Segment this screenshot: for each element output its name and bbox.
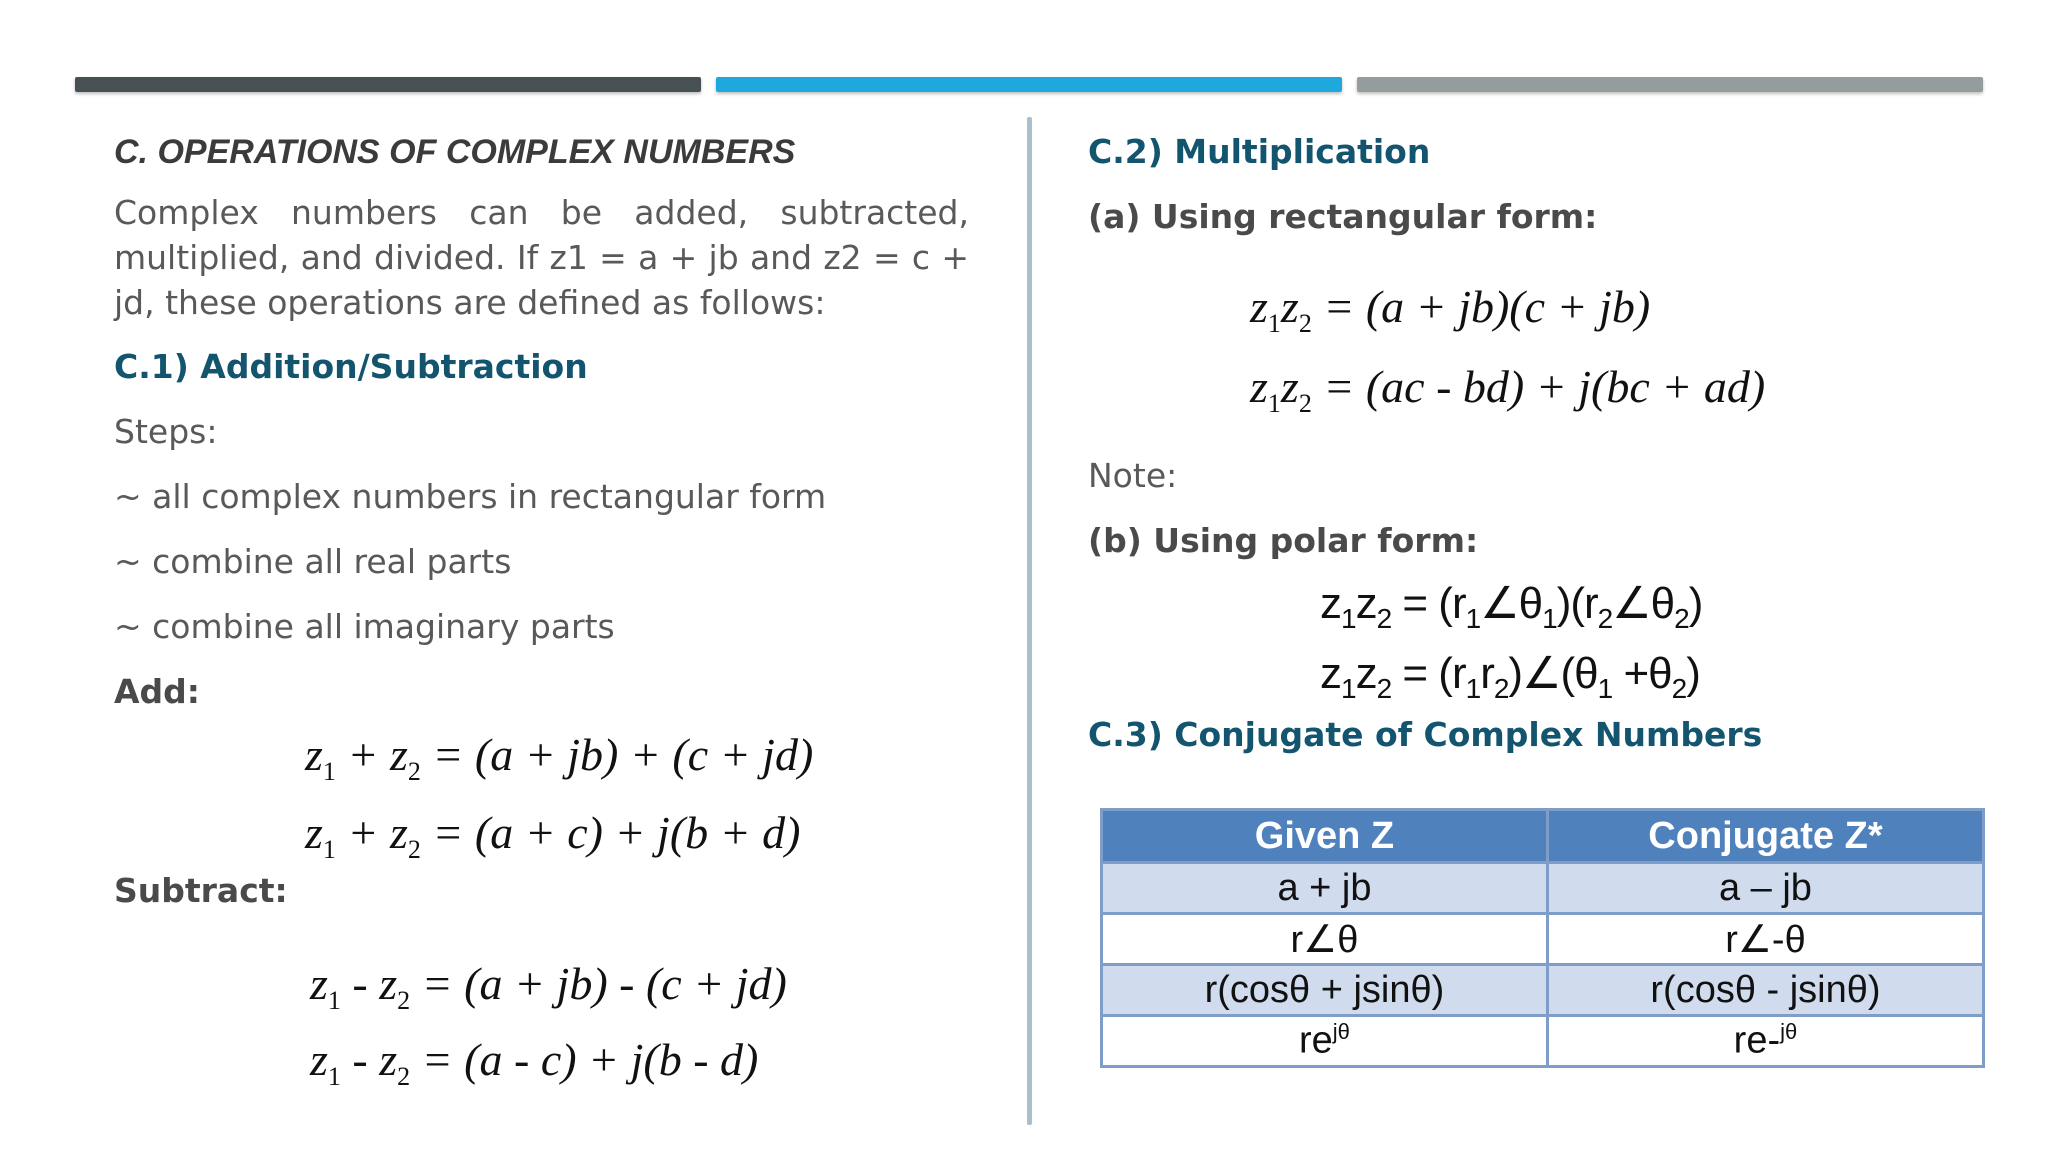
steps-label: Steps: (114, 412, 218, 451)
step-item: ~ all complex numbers in rectangular form (114, 477, 827, 516)
column-divider (1027, 117, 1032, 1125)
table-row (1102, 863, 1984, 914)
exp-power: jθ (1780, 1019, 1798, 1045)
rect-form-label: (a) Using rectangular form: (1088, 197, 1598, 236)
table-cell: r(cosθ - jsinθ) (1547, 965, 1983, 1016)
note-label: Note: (1088, 456, 1178, 495)
table-header-row (1102, 810, 1984, 863)
sub-equation-2: $z_1 - z_2 = (a - c) + j(b - d)$ (310, 1034, 759, 1092)
header-bar-gray (1357, 77, 1983, 92)
add-equation-2-rhs: = (a + c) + j(b + d) (432, 807, 801, 858)
table-header-given: Given Z (1102, 810, 1548, 863)
table-cell: r∠θ (1102, 914, 1548, 965)
polar-form-label: (b) Using polar form: (1088, 521, 1479, 560)
table-header-conjugate: Conjugate Z* (1547, 810, 1983, 863)
exp-base: re- (1733, 1019, 1781, 1062)
table-row (1102, 965, 1984, 1016)
left-column (114, 130, 969, 714)
add-equation-1: $z_1 + z_2 = (a + jb) + (c + jd)$ (305, 729, 814, 787)
table-cell (1547, 1016, 1983, 1067)
add-label: Add: (114, 672, 200, 711)
conjugate-table (1100, 808, 1985, 1068)
table-cell: a + jb (1102, 863, 1548, 914)
c1-heading: C.1) Addition/Subtraction (114, 347, 588, 386)
table-cell: a – jb (1547, 863, 1983, 914)
mul-equation-2-rhs: = (ac - bd) + j(bc + ad) (1323, 361, 1766, 412)
mul-equation-1: $z_1z_2 = (a + jb)(c + jb)$ (1250, 281, 1651, 339)
step-item: ~ combine all imaginary parts (114, 607, 615, 646)
intro-paragraph: Complex numbers can be added, subtracted, multiplied, and divided. If z1 = a + jb and z2 = c + jd, these operations are defined as follows: (114, 193, 969, 322)
table-cell: r∠-θ (1547, 914, 1983, 965)
polar-equation-2: $z_1z_2$ = $(r_1r_2)\angle(\theta_1 +\theta_2)$ (1320, 649, 1700, 704)
add-equation-1-rhs: = (a + jb) + (c + jd) (432, 729, 814, 780)
sub-equation-1: $z_1 - z_2 = (a + jb) - (c + jd)$ (310, 958, 787, 1016)
sub-equation-1-rhs: = (a + jb) - (c + jd) (421, 958, 787, 1009)
table-cell (1102, 1016, 1548, 1067)
mul-equation-1-rhs: = (a + jb)(c + jb) (1323, 281, 1651, 332)
subtract-label: Subtract: (114, 871, 288, 910)
header-bar-blue (716, 77, 1342, 92)
exp-base: re (1299, 1019, 1333, 1062)
table-cell: r(cosθ + jsinθ) (1102, 965, 1548, 1016)
section-title: C. OPERATIONS OF COMPLEX NUMBERS (114, 133, 796, 171)
c2-heading: C.2) Multiplication (1088, 132, 1431, 171)
right-column (1088, 130, 1988, 239)
step-item: ~ combine all real parts (114, 542, 512, 581)
exp-power: jθ (1332, 1019, 1350, 1045)
c3-heading: C.3) Conjugate of Complex Numbers (1088, 715, 1763, 754)
sub-equation-2-rhs: = (a - c) + j(b - d) (421, 1034, 759, 1085)
table-row (1102, 914, 1984, 965)
mul-equation-2: $z_1z_2 = (ac - bd) + j(bc + ad)$ (1250, 361, 1766, 419)
header-bar-dark (75, 77, 701, 92)
add-equation-2: $z_1 + z_2 = (a + c) + j(b + d)$ (305, 807, 801, 865)
table-row (1102, 1016, 1984, 1067)
polar-equation-1: $z_1z_2$ = $(r_1\angle\theta_1)(r_2\angle\theta_2)$ (1320, 579, 1703, 634)
